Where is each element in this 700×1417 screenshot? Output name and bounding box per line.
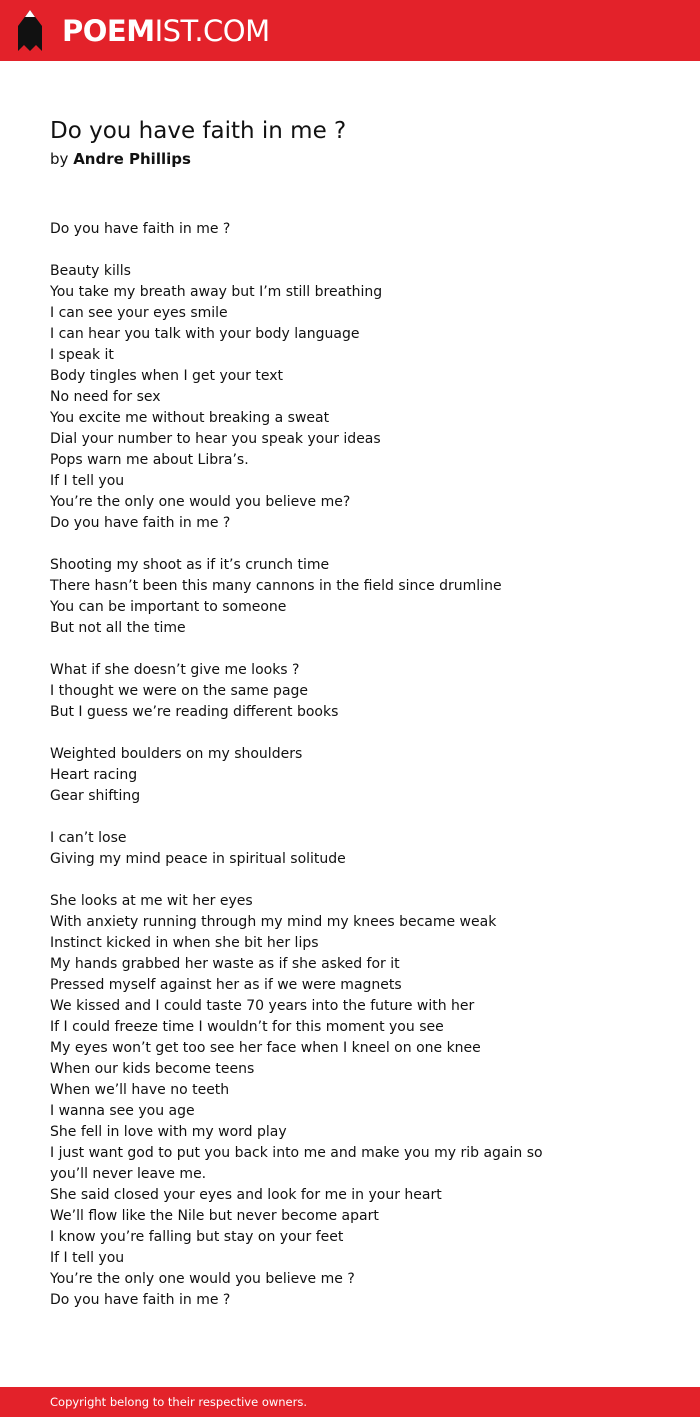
brand-bold-text: POEM: [62, 14, 155, 48]
poem-line: I wanna see you age: [50, 1103, 195, 1119]
poem-line: When we’ll have no teeth: [50, 1082, 230, 1098]
poem-line: You can be important to someone: [50, 599, 287, 615]
poem-line: We kissed and I could taste 70 years into the future with her: [50, 998, 475, 1014]
poem-line: But I guess we’re reading different books: [50, 704, 339, 720]
poem-stanza: [50, 261, 670, 534]
pencil-tip-icon[interactable]: [18, 10, 42, 51]
poem-stanza: [50, 555, 670, 639]
poem-line: My hands grabbed her waste as if she asked for it: [50, 956, 400, 972]
poem-line: Dial your number to hear you speak your ideas: [50, 431, 381, 447]
poem-line: I thought we were on the same page: [50, 683, 309, 699]
poem-line: If I tell you: [50, 1250, 125, 1266]
poem-line: With anxiety running through my mind my knees became weak: [50, 914, 497, 930]
poem-line: Do you have faith in me ?: [50, 221, 231, 237]
poem-line: You excite me without breaking a sweat: [50, 410, 330, 426]
poem-line: Heart racing: [50, 767, 138, 783]
poem-line: She said closed your eyes and look for me in your heart: [50, 1187, 442, 1203]
site-logo[interactable]: [62, 13, 270, 49]
site-header: [0, 0, 700, 61]
byline: [50, 148, 191, 170]
poem-line: When our kids become teens: [50, 1061, 255, 1077]
poem-line: Pressed myself against her as if we were magnets: [50, 977, 402, 993]
poem-line: Beauty kills: [50, 263, 131, 279]
author-name: Andre Phillips: [73, 150, 191, 168]
poem-stanza: [50, 219, 670, 240]
poem-line: Do you have faith in me ?: [50, 515, 231, 531]
site-footer: [0, 1387, 700, 1417]
brand-light-text: IST.COM: [154, 14, 270, 48]
poem-line: But not all the time: [50, 620, 186, 636]
poem-line: You’re the only one would you believe me?: [50, 494, 351, 510]
poem-line: I can hear you talk with your body language: [50, 326, 360, 342]
poem-line: Do you have faith in me ?: [50, 1292, 231, 1308]
poem-stanza: [50, 744, 670, 807]
poem-line: I just want god to put you back into me and make you my rib again so: [50, 1145, 543, 1161]
poem-line: We’ll flow like the Nile but never become apart: [50, 1208, 379, 1224]
poem-stanza: [50, 891, 670, 1311]
poem-line: She fell in love with my word play: [50, 1124, 287, 1140]
poem-line: Body tingles when I get your text: [50, 368, 284, 384]
poem-stanza: [50, 828, 670, 870]
by-label: by: [50, 150, 69, 168]
poem-line: No need for sex: [50, 389, 161, 405]
poem-line: Weighted boulders on my shoulders: [50, 746, 303, 762]
poem-body: [50, 219, 670, 1332]
poem-line: Pops warn me about Libra’s.: [50, 452, 249, 468]
poem-title: Do you have faith in me ?: [50, 118, 347, 144]
poem-line: Instinct kicked in when she bit her lips: [50, 935, 319, 951]
poem-stanza: [50, 660, 670, 723]
copyright-text: Copyright belong to their respective owners.: [50, 1395, 308, 1409]
poem-line: I can’t lose: [50, 830, 127, 846]
poem-line: I can see your eyes smile: [50, 305, 228, 321]
poem-line: If I tell you: [50, 473, 125, 489]
poem-line: I know you’re falling but stay on your feet: [50, 1229, 344, 1245]
poem-line: My eyes won’t get too see her face when I kneel on one knee: [50, 1040, 481, 1056]
poem-line: If I could freeze time I wouldn’t for this moment you see: [50, 1019, 444, 1035]
poem-line: I speak it: [50, 347, 114, 363]
poem-line: You take my breath away but I’m still breathing: [50, 284, 383, 300]
poem-line: you’ll never leave me.: [50, 1166, 207, 1182]
poem-line: Giving my mind peace in spiritual solitude: [50, 851, 346, 867]
poem-line: What if she doesn’t give me looks ?: [50, 662, 300, 678]
poem-line: You’re the only one would you believe me ?: [50, 1271, 355, 1287]
poem-line: Shooting my shoot as if it’s crunch time: [50, 557, 330, 573]
poem-line: She looks at me wit her eyes: [50, 893, 253, 909]
poem-line: There hasn’t been this many cannons in the field since drumline: [50, 578, 502, 594]
poem-line: Gear shifting: [50, 788, 141, 804]
